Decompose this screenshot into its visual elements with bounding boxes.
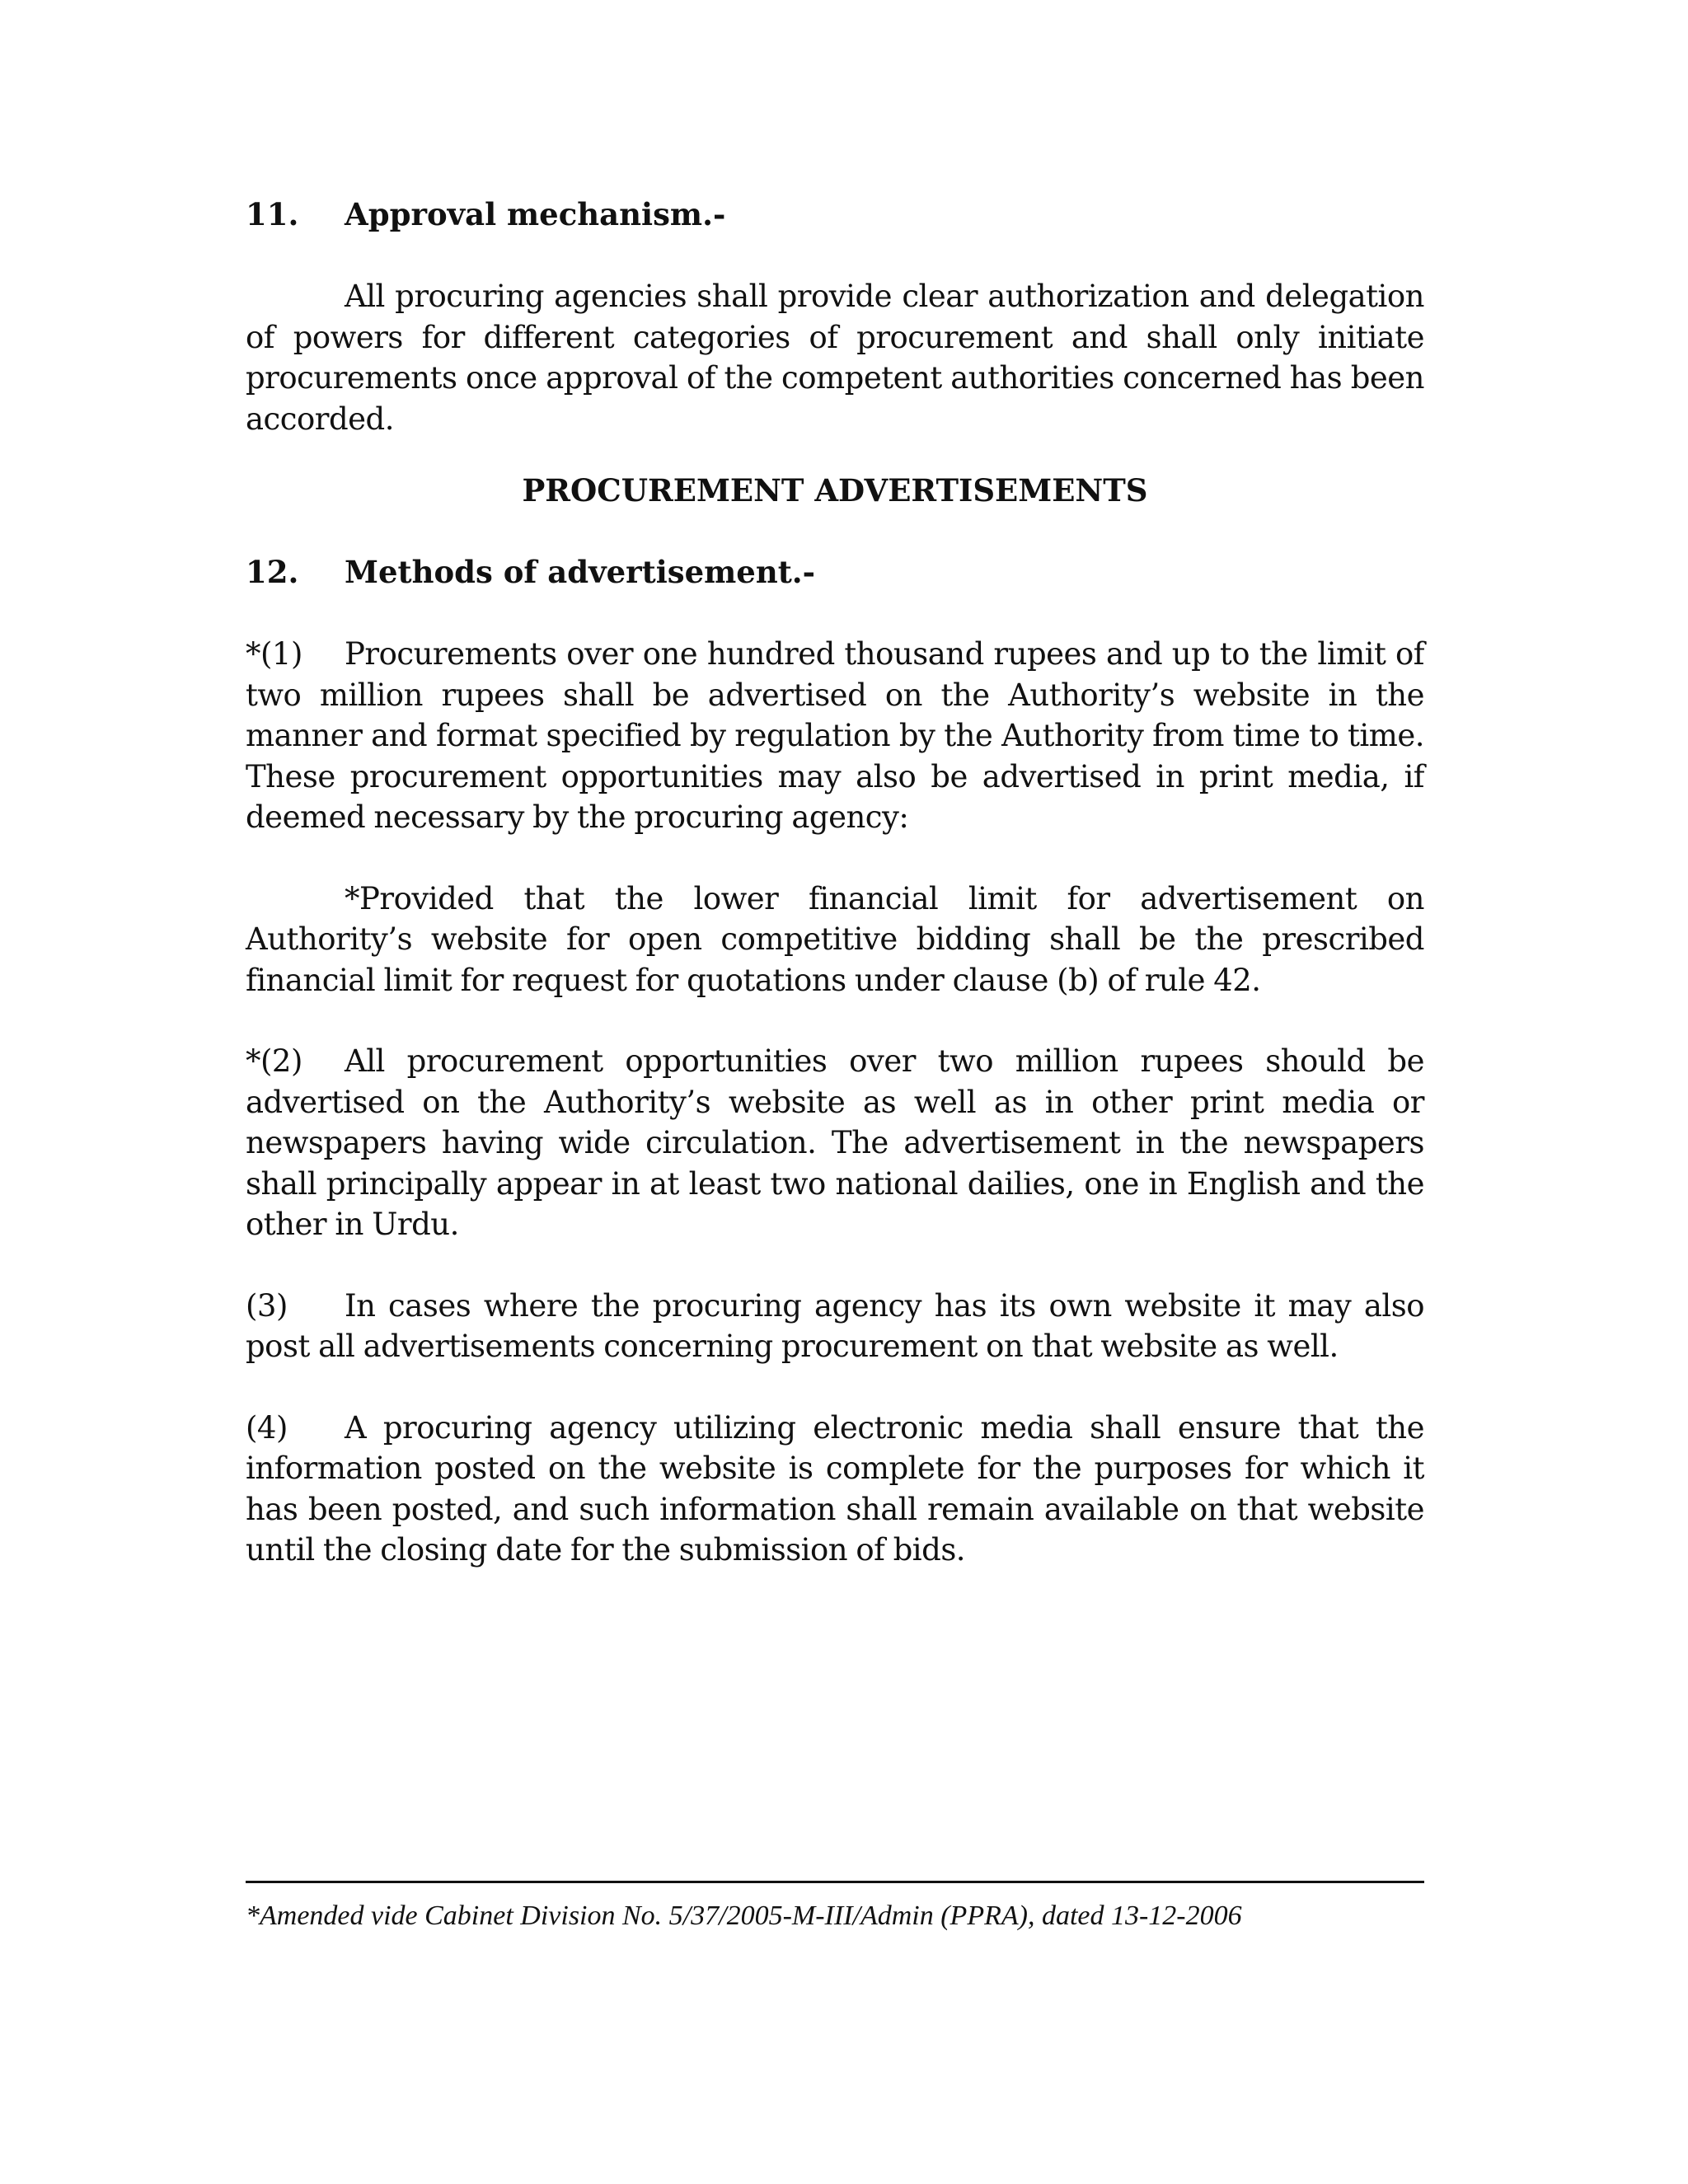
rule-11-body: All procuring agencies shall provide clear authorization and delegation of powers for different categories of procurement and shall only initiate procurements once approval of the competent authorities concerned has been accorded.	[246, 279, 1424, 437]
rule-11-heading	[246, 196, 1424, 241]
sub-2-text: All procurement opportunities over two million rupees should be advertised on the Authority’s website as well as in other print media or newspapers having wide circulation. The advertisement in the newspapers shall principally appear in at least two national dailies, one in English and the other in Urdu.	[246, 1043, 1424, 1242]
rule-12-sub-1	[246, 634, 1424, 838]
footnote-divider	[246, 1881, 1424, 1883]
rule-12-title: Methods of advertisement.-	[345, 554, 816, 590]
rule-11-title: Approval mechanism.-	[345, 196, 726, 232]
rule-12-sub-4	[246, 1408, 1424, 1571]
document-page	[246, 190, 1424, 1571]
sub-3-marker: (3)	[246, 1287, 288, 1324]
rule-12-proviso: *Provided that the lower financial limit for advertisement on Authority’s website for open competitive bidding shall be the prescribed financial limit for request for quotations under clause (b) of rule 42.	[246, 880, 1424, 998]
sub-4-marker: (4)	[246, 1409, 288, 1446]
footnote: *Amended vide Cabinet Division No. 5/37/2005-M-III/Admin (PPRA), dated 13-12-2006	[246, 1900, 1242, 1931]
rule-12-number: 12.	[246, 554, 299, 590]
rule-12-sub-3	[246, 1286, 1424, 1367]
sub-4-text: A procuring agency utilizing electronic media shall ensure that the information posted on the website is complete for the purposes for which it has been posted, and such information shall remain available on that website until the closing date for the submission of bids.	[246, 1409, 1424, 1568]
section-title: PROCUREMENT ADVERTISEMENTS	[522, 472, 1148, 509]
rule-12-sub-2	[246, 1041, 1424, 1245]
sub-2-marker: *(2)	[246, 1043, 302, 1079]
rule-12-heading	[246, 554, 1424, 598]
sub-1-marker: *(1)	[246, 636, 302, 672]
sub-1-text: Procurements over one hundred thousand rupees and up to the limit of two million rupees shall be advertised on the Authority’s website in the manner and format specified by regulation by the Authority from time to time. These procurement opportunities may also be advertised in print media, if deemed necessary by the procuring agency:	[246, 636, 1424, 835]
rule-11-number: 11.	[246, 196, 299, 232]
sub-3-text: In cases where the procuring agency has its own website it may also post all advertisements concerning procurement on that website as well.	[246, 1287, 1424, 1364]
